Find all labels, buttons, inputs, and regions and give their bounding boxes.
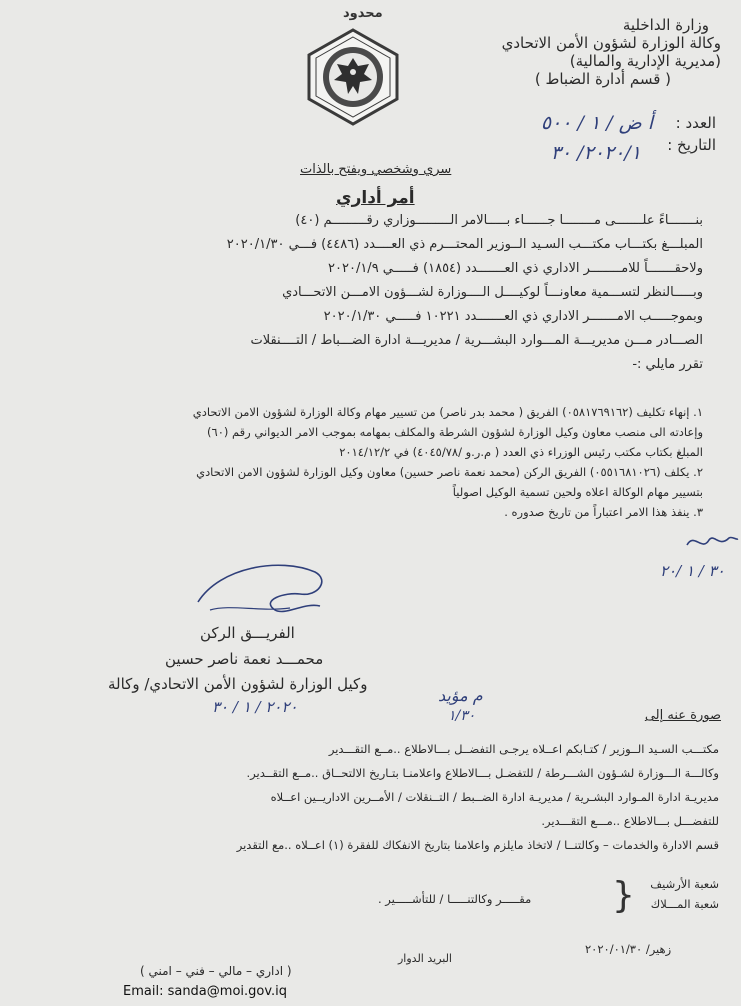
- restricted-stamp: محدود: [343, 6, 383, 21]
- side-note-date: ٣٠ / ١ /٢٠: [660, 562, 725, 580]
- handwritten-mark-icon: [684, 530, 739, 555]
- decision-items: [43, 405, 703, 519]
- date-label: التاريخ :: [667, 136, 716, 154]
- list-item: بتسيير مهام الوكالة اعلاه ولحين تسمية الوكيل اصولياً: [452, 485, 703, 499]
- secrecy-label: سري وشخصي ويفتح بالذات: [300, 162, 452, 177]
- directorate-name: (مديرية الإدارية والمالية): [569, 52, 721, 70]
- copy-to-title: صورة عنه إلى: [644, 708, 721, 723]
- side-initial: [684, 530, 739, 559]
- contact-email[interactable]: Email: sanda@moi.gov.iq: [123, 984, 288, 999]
- handwritten-initials: م مؤيد: [438, 686, 483, 705]
- branch-list: ( اداري – مالي – فني – امني ): [140, 964, 292, 978]
- list-item: ٣. ينفذ هذا الامر اعتباراً من تاريخ صدوره .: [504, 505, 703, 519]
- archive-branch: شعبة المـــلاك: [650, 897, 719, 911]
- body-line: ولاحقـــــــاً للامــــــــر الاداري ذي العـــــــدد (١٨٥٤) فـــــي ٢٠٢٠/١/٩: [328, 261, 703, 276]
- body-line: المبلـــغ بكتـــاب مكتـــب السـيد الــوزير المحتـــرم ذي العــــدد (٤٤٨٦) فـــي ٢٠٢٠/١/٣٠: [226, 237, 703, 252]
- number-value: أ ض / ١ / ٥٠٠: [540, 112, 653, 134]
- ministry-seal: [304, 28, 402, 126]
- body-line: بنـــــــاءً علـــــــى مــــــــا جــــــاء بـــــالامر الـــــــــوزاري رقـــــــــم (٤٠): [295, 213, 703, 228]
- list-item: مكتـــب السـيد الــوزير / كتـابكم اعــلاه يرجـى التفضــل بـــالاطلاع ..مــع التقـــدير: [328, 742, 719, 756]
- typist-note: زهير/ ٢٠٢٠/٠١/٣٠: [585, 942, 672, 956]
- list-item: ١. إنهاء تكليف (٠٥٨١٧٦٩١٦٢) الفريق ( محمد بدر ناصر) من تسيير مهام وكالة الوزارة لشؤون الامن الاتحادي: [192, 405, 703, 419]
- circulating-mail: البريد الدوار: [398, 952, 452, 965]
- body-line: وبـــــالنظر لتســـمية معاونـــاً لوكيــــل الــــوزارة لشـــؤون الامـــن الاتحـــادي: [282, 285, 703, 300]
- order-preamble: [43, 213, 703, 373]
- agency-name: وكالة الوزارة لشؤون الأمن الاتحادي: [501, 34, 721, 52]
- list-item: ٢. يكلف (٠٥٥١٦٨١٠٢٦) الفريق الركن (محمد نعمة ناصر حسين) معاون وكيل الوزارة لشؤون الامن الاتحادي: [196, 465, 703, 479]
- list-item: المبلغ بكتاب مكتب رئيس الوزراء ذي العدد ( م.ر.و /٤٠٤٥/٧٨) في ٢٠١٤/١٢/٢: [339, 445, 703, 459]
- initials-date: ١/٣٠: [448, 708, 476, 724]
- list-item: قسم الادارة والخدمات – وكالتنــا / لاتخاذ مايلزم واعلامنا بتاريخ الانفكاك للفقرة (١) اعــلاه ..مع التقدير: [236, 838, 719, 852]
- date-value: ٢٠٢٠/١/ ٣٠: [550, 142, 641, 164]
- signatory-rank: الفريـــق الركن: [200, 624, 295, 642]
- ministry-name: وزارة الداخلية: [622, 16, 709, 34]
- list-item: مديريـة ادارة المـوارد البشـرية / مديريـة ادارة الضــبط / التــنقلات / الأمــرين الاداريــين اعــلاه: [270, 790, 719, 804]
- list-item: للتفضـــل بـــالاطلاع ..مـــع التقـــدير.: [541, 814, 719, 828]
- body-line: وبموجـــــب الامـــــــر الاداري ذي العـــــــدد ١٠٢٢١ فـــــي ٢٠٢٠/١/٣٠: [323, 309, 703, 324]
- decision-heading: تقرر مايلي :-: [632, 357, 703, 372]
- letterhead: [461, 16, 721, 88]
- order-title: أمر أداري: [336, 188, 415, 208]
- body-line: الصـــادر مـــن مديريـــة المـــوارد البشـــرية / مديريـــة ادارة الضـــباط / التــــنقلات: [250, 333, 703, 348]
- list-item: وكالـــة الـــوزارة لشـؤون الشـــرطة / للتفضـل بـــالاطلاع واعلامنـا بتـاريخ الالتحــاق ..مــع التقــدير.: [246, 766, 719, 780]
- signatory-name: محمـــد نعمة ناصر حسين: [165, 650, 324, 668]
- signature-icon: [190, 552, 340, 622]
- copy-to-list: [19, 742, 719, 852]
- archive-branches: [650, 874, 719, 914]
- number-label: العدد :: [675, 114, 716, 132]
- archive-branch: شعبة الأرشيف: [650, 877, 719, 891]
- signature-scribble: [190, 552, 340, 626]
- list-item: وإعادته الى منصب معاون وكيل الوزارة لشؤون الشرطة والمكلف بمهامه بموجب الامر الديواني رقم (٦٠): [207, 425, 703, 439]
- signatory-position: وكيل الوزارة لشؤون الأمن الاتحادي/ وكالة: [108, 675, 368, 693]
- brace-glyph: }: [612, 875, 635, 916]
- signature-date: ٢٠٢٠ / ١ / ٣٠: [212, 698, 298, 716]
- section-name: ( قسم أدارة الضباط ): [534, 70, 671, 88]
- eagle-seal-icon: [304, 28, 402, 126]
- copy-to-hq: مقـــــر وكالتنـــــا / للتأشـــــير .: [378, 892, 532, 906]
